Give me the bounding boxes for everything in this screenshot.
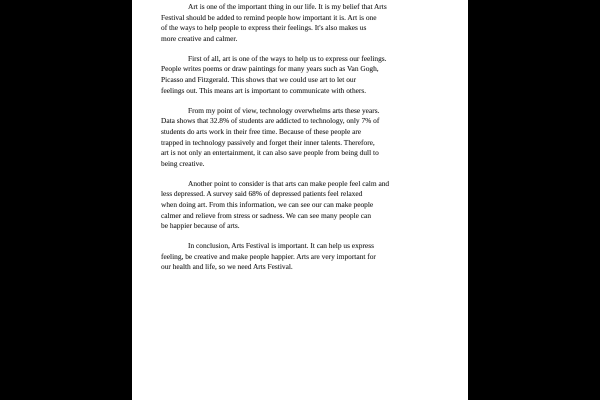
letterbox-left	[0, 0, 132, 400]
essay-line: calmer and relieve from stress or sadness. We can see many people can	[161, 210, 372, 220]
essay-line: Festival should be added to remind people how important it is. Art is one	[161, 12, 377, 22]
essay-line: be happier because of arts.	[161, 221, 240, 231]
essay-paragraph	[161, 106, 431, 170]
essay-line: In conclusion, Arts Festival is important. It can help us express	[188, 241, 374, 251]
letterbox-right	[468, 0, 600, 400]
essay-line: more creative and calmer.	[161, 33, 238, 43]
essay-line: Art is one of the important thing in our life. It is my belief that Arts	[188, 2, 387, 11]
essay-line: Data shows that 32.8% of students are addicted to technology, only 7% of	[161, 116, 380, 126]
essay-line: trapped in technology passively and forget their inner talents. Therefore,	[161, 137, 375, 147]
essay-line: students do arts work in their free time. Because of these people are	[161, 126, 362, 136]
essay-line: when doing art. From this information, we can see our can make people	[161, 200, 374, 209]
essay-paragraph	[161, 54, 431, 96]
essay-line: People writes poems or draw paintings for many years such as Van Gogh,	[161, 64, 379, 74]
essay-line: feeling, be creative and make people happier. Arts are very important for	[161, 251, 376, 261]
essay-line: Picasso and Fitzgerald. This shows that we could use art to let our	[161, 75, 357, 85]
essay-paragraph	[161, 179, 431, 232]
essay-paragraph	[161, 2, 431, 44]
essay-line: being creative.	[161, 158, 205, 168]
essay-line: art is not only an entertainment, it can also save people from being dull to	[161, 148, 379, 158]
essay-text	[161, 2, 431, 273]
essay-line: Another point to consider is that arts can make people feel calm and	[188, 178, 390, 188]
essay-line: our health and life, so we need Arts Festival.	[161, 262, 293, 272]
essay-line: of the ways to help people to express their feelings. It's also makes us	[161, 23, 367, 33]
essay-line: First of all, art is one of the ways to help us to express our feelings.	[188, 53, 387, 63]
essay-line: From my point of view, technology overwhelms arts these years.	[188, 105, 380, 115]
essay-paragraph	[161, 241, 431, 273]
essay-line: less depressed. A survey said 68% of depressed patients feel relaxed	[161, 189, 363, 199]
document-page	[132, 0, 468, 400]
essay-line: feelings out. This means art is important to communicate with others.	[161, 85, 367, 95]
